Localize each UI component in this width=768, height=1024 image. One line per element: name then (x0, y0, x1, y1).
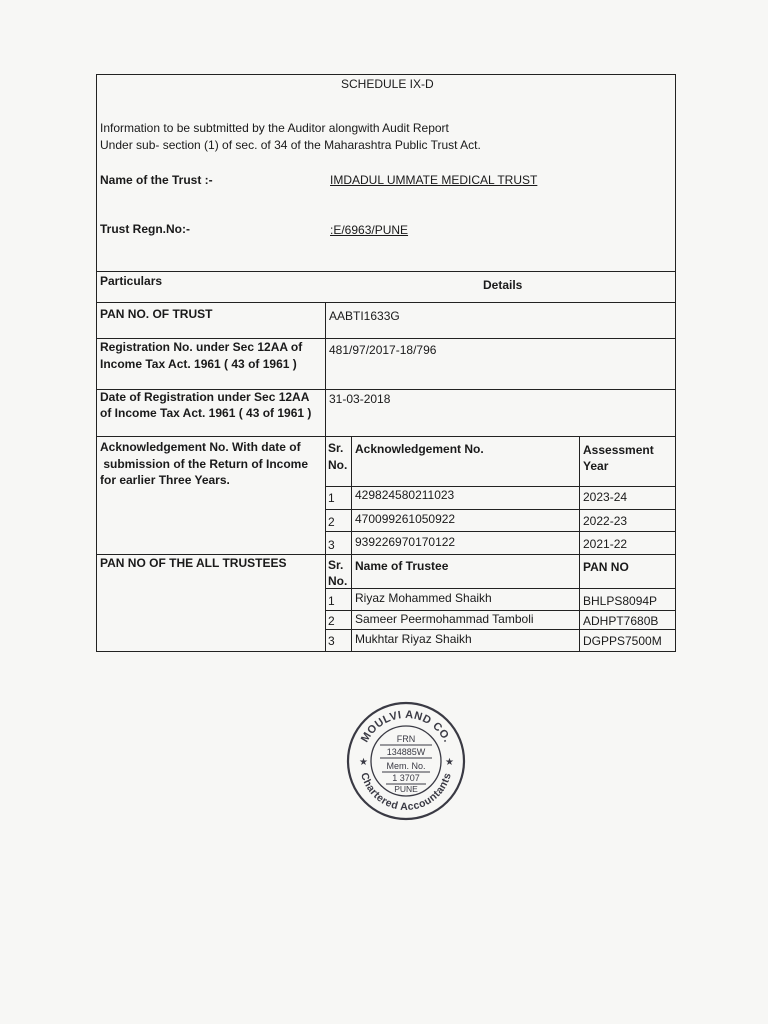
ack-year: 2021-22 (583, 537, 628, 551)
ack-label-1: Acknowledgement No. With date of (100, 440, 301, 454)
ack-number: 470099261050922 (355, 512, 456, 526)
ack-number: 429824580211023 (355, 488, 455, 502)
trust-name-value: IMDADUL UMMATE MEDICAL TRUST (330, 173, 538, 187)
seal-mem-value: 1 3707 (392, 773, 420, 783)
date12aa-value: 31-03-2018 (329, 392, 391, 406)
ack-header-year-1: Assessment (583, 443, 654, 457)
trustees-label: PAN NO OF THE ALL TRUSTEES (100, 556, 287, 570)
seal-subtitle: Chartered Accountants (358, 771, 454, 814)
seal-city: PUNE (394, 784, 418, 794)
intro-line-1: Information to be subtmitted by the Auditor alongwith Audit Report (100, 121, 449, 135)
trustee-pan: DGPPS7500M (583, 634, 662, 648)
table-rule (325, 509, 675, 510)
ack-sr: 2 (328, 515, 335, 529)
reg12aa-label-1: Registration No. under Sec 12AA of (100, 340, 303, 354)
ack-label-3: for earlier Three Years. (100, 473, 230, 487)
pan-trust-label: PAN NO. OF TRUST (100, 307, 213, 321)
ack-label-2: submission of the Return of Income (100, 457, 309, 471)
auditor-seal (346, 698, 466, 824)
trust-name-label: Name of the Trust :- (100, 173, 213, 187)
details-header: Details (483, 278, 523, 292)
ack-header-sr-1: Sr. (328, 441, 344, 455)
reg12aa-value: 481/97/2017-18/796 (329, 343, 437, 357)
table-rule (325, 629, 675, 630)
seal-frn-value: 134885W (386, 747, 426, 757)
schedule-form (96, 74, 676, 652)
trustee-name: Mukhtar Riyaz Shaikh (355, 632, 472, 646)
ack-sr: 1 (328, 491, 335, 505)
trustee-header-sr-2: No. (328, 574, 348, 588)
trustee-sr: 2 (328, 614, 335, 628)
date12aa-label-2: of Income Tax Act. 1961 ( 43 of 1961 ) (100, 406, 312, 420)
seal-firm-name: MOULVI AND CO. (358, 708, 454, 745)
table-rule (97, 302, 675, 303)
schedule-title: SCHEDULE IX-D (341, 77, 434, 91)
intro-line-2: Under sub- section (1) of sec. of 34 of the Maharashtra Public Trust Act. (100, 138, 481, 152)
ack-number: 939226970170122 (355, 535, 456, 549)
particulars-header: Particulars (100, 274, 163, 288)
seal-frn-label: FRN (396, 734, 416, 744)
pan-trust-value: AABTI1633G (329, 309, 400, 323)
table-rule (97, 271, 675, 272)
seal-star-icon: ★ (445, 757, 454, 768)
seal-mem-label: Mem. No. (386, 761, 426, 771)
trustee-sr: 1 (328, 594, 335, 608)
trustee-header-sr-1: Sr. (328, 558, 344, 572)
trustee-header-pan: PAN NO (583, 560, 629, 574)
trust-regn-value: :E/6963/PUNE (330, 223, 409, 237)
ack-year: 2023-24 (583, 490, 628, 504)
trust-regn-label: Trust Regn.No:- (100, 222, 190, 236)
ack-year: 2022-23 (583, 514, 628, 528)
trustee-name: Sameer Peermohammad Tamboli (355, 612, 534, 626)
ack-sr: 3 (328, 538, 335, 552)
ack-header-no: Acknowledgement No. (355, 442, 484, 456)
date12aa-label-1: Date of Registration under Sec 12AA (100, 390, 310, 404)
trustee-pan: ADHPT7680B (583, 614, 659, 628)
table-rule (351, 436, 352, 652)
table-rule (579, 436, 580, 652)
trustee-sr: 3 (328, 634, 335, 648)
ack-header-year-2: Year (583, 459, 609, 473)
trustee-pan: BHLPS8094P (583, 594, 658, 608)
table-rule (97, 436, 675, 437)
table-rule (325, 302, 326, 652)
table-rule (325, 588, 675, 589)
trustee-header-name: Name of Trustee (355, 559, 449, 573)
seal-star-icon: ★ (359, 757, 368, 768)
table-rule (325, 531, 675, 532)
ack-header-sr-2: No. (328, 458, 348, 472)
trustee-name: Riyaz Mohammed Shaikh (355, 591, 492, 605)
reg12aa-label-2: Income Tax Act. 1961 ( 43 of 1961 ) (100, 357, 297, 371)
